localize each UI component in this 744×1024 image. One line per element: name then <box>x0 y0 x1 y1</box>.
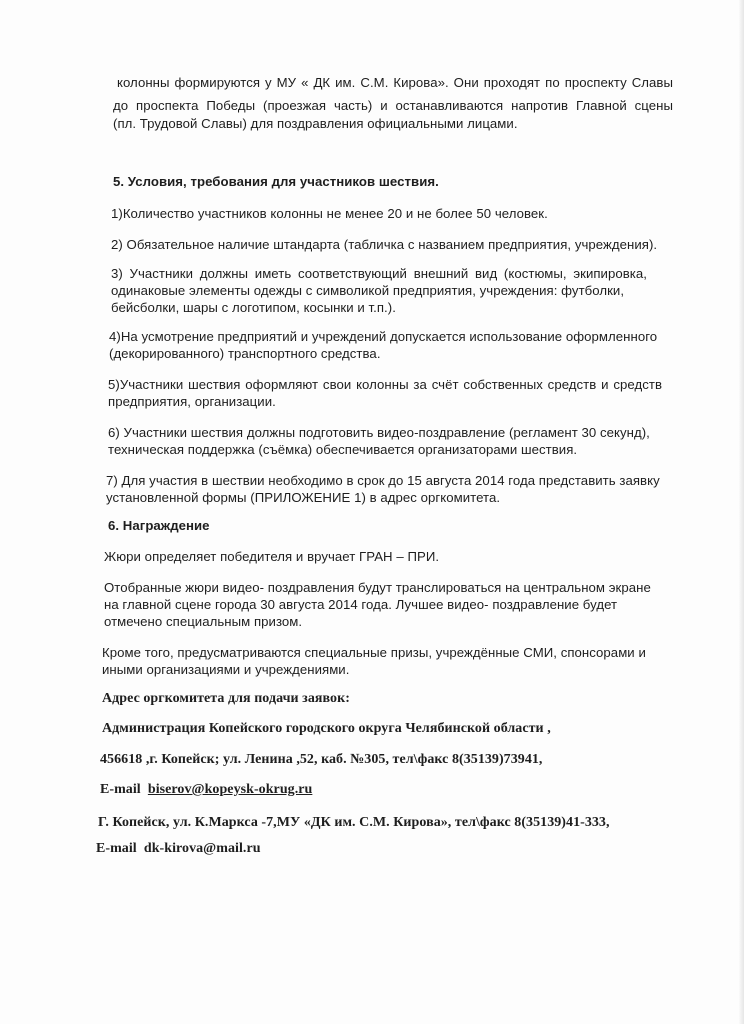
section-6-paragraph-3-line-1: Кроме того, предусматриваются специальные призы, учреждённые СМИ, спонсорами и <box>102 645 646 660</box>
contacts-email-1-row <box>100 782 312 797</box>
contacts-heading: Адрес оргкомитета для подачи заявок: <box>102 691 350 706</box>
section-5-item-3-line-2: одинаковые элементы одежды с символикой предприятия, учреждения: футболки, <box>111 283 625 298</box>
section-6-paragraph-1: Жюри определяет победителя и вручает ГРАН – ПРИ. <box>104 549 440 564</box>
section-5-item-4-line-2: (декорированного) транспортного средства. <box>109 346 381 361</box>
section-5-heading: 5. Условия, требования для участников шествия. <box>113 174 439 189</box>
intro-line-2: до проспекта Победы (проезжая часть) и останавливаются напротив Главной сцены <box>113 98 673 113</box>
section-5-item-3-line-3: бейсболки, шары с логотипом, косынки и т.п.). <box>111 300 396 315</box>
section-5-item-4-line-1: 4)На усмотрение предприятий и учреждений допускается использование оформленного <box>109 329 658 344</box>
section-5-item-7-line-2: установленной формы (ПРИЛОЖЕНИЕ 1) в адрес оргкомитета. <box>106 490 501 505</box>
section-5-item-1: 1)Количество участников колонны не менее 20 и не более 50 человек. <box>111 206 548 221</box>
section-5-item-2: 2) Обязательное наличие штандарта (табличка с названием предприятия, учреждения). <box>111 237 658 252</box>
section-6-paragraph-2-line-2: на главной сцене города 30 августа 2014 года. Лучшее видео- поздравление будет <box>104 597 618 612</box>
contacts-address-2: Г. Копейск, ул. К.Маркса -7,МУ «ДК им. С.М. Кирова», тел\факс 8(35139)41-333, <box>98 815 610 830</box>
section-6-heading: 6. Награждение <box>108 518 210 533</box>
contacts-admin: Администрация Копейского городского округа Челябинской области , <box>102 721 551 736</box>
section-6-paragraph-3-line-2: иными организациями и учреждениями. <box>102 662 350 677</box>
section-5-item-6-line-2: техническая поддержка (съёмка) обеспечивается организаторами шествия. <box>108 442 578 457</box>
section-6-paragraph-2-line-3: отмечено специальным призом. <box>104 614 303 629</box>
contacts-email-2-row <box>96 841 261 856</box>
email-1-link[interactable]: biserov@kopeysk-okrug.ru <box>147 782 313 797</box>
section-5-item-3-line-1: 3) Участники должны иметь соответствующий внешний вид (костюмы, экипировка, <box>111 266 647 281</box>
intro-line-3: (пл. Трудовой Славы) для поздравления официальными лицами. <box>113 116 518 131</box>
page-edge-shadow <box>738 0 744 1024</box>
section-5-item-6-line-1: 6) Участники шествия должны подготовить видео-поздравление (регламент 30 секунд), <box>108 425 650 440</box>
email-1-label: E-mail <box>100 782 141 797</box>
section-5-item-5-line-2: предприятия, организации. <box>108 394 276 409</box>
email-2-label: E-mail <box>96 841 137 856</box>
email-2-link[interactable]: dk-kirova@mail.ru <box>143 841 261 856</box>
intro-line-1: колонны формируются у МУ « ДК им. С.М. Кирова». Они проходят по проспекту Славы <box>117 75 673 90</box>
contacts-address-1: 456618 ,г. Копейск; ул. Ленина ,52, каб. №305, тел\факс 8(35139)73941, <box>100 752 543 767</box>
section-6-paragraph-2-line-1: Отобранные жюри видео- поздравления будут транслироваться на центральном экране <box>104 580 651 595</box>
section-5-item-5-line-1: 5)Участники шествия оформляют свои колонны за счёт собственных средств и средств <box>108 377 662 392</box>
section-5-item-7-line-1: 7) Для участия в шествии необходимо в срок до 15 августа 2014 года представить заявку <box>106 473 660 488</box>
